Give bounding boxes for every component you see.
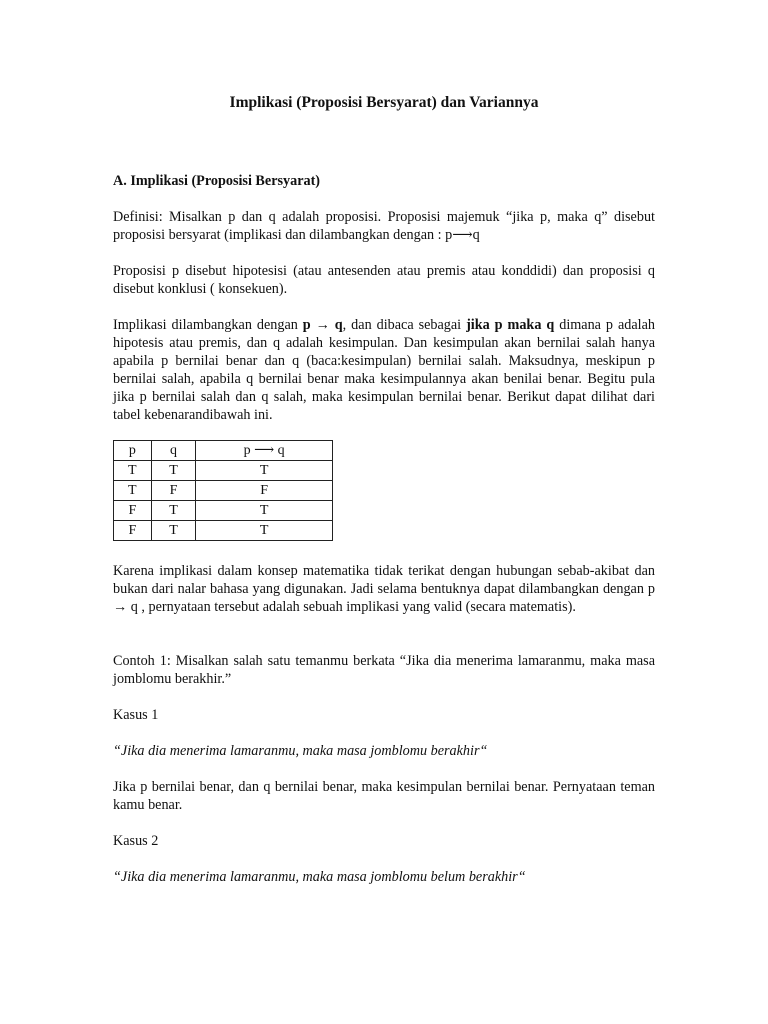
table-cell: F (114, 521, 152, 541)
definition-paragraph: Definisi: Misalkan p dan q adalah proposisi. Proposisi majemuk “jika p, maka q” disebut proposisi bersyarat (implikasi dan dilambangkan dengan : p⟶q (113, 209, 655, 243)
truth-table-header-p: p (114, 441, 152, 461)
truth-table-header-row (114, 441, 333, 461)
document-title: Implikasi (Proposisi Bersyarat) dan Variannya (229, 94, 539, 111)
implication-text-before: Implikasi dilambangkan dengan (113, 317, 303, 333)
table-row (114, 521, 333, 541)
case1-label: Kasus 1 (113, 707, 159, 723)
table-cell: F (196, 481, 333, 501)
table-row (114, 501, 333, 521)
explanation-paragraph: Karena implikasi dalam konsep matematika tidak terikat dengan hubungan sebab-akibat dan bukan dari nalar bahasa yang digunakan. Jadi selama bentuknya dapat dilambangkan dengan p → q , pernyataan tersebut adalah sebuah implikasi yang valid (secara matematis). (113, 563, 655, 615)
implication-symbol: p → q (302, 317, 343, 333)
case1-quote: “Jika dia menerima lamaranmu, maka masa jomblomu berakhir“ (113, 743, 488, 759)
implication-text-after: dimana p adalah hipotesis atau premis, dan q adalah kesimpulan. Dan kesimpulan akan bernilai salah hanya apabila p bernilai benar dan q (baca:kesimpulan) bernilai salah. Maksudnya, meskipun p bernilai salah, apabila q bernilai benar maka kesimpulannya akan benilai benar. Begitu pula jika p bernilai salah dan q salah, maka kesimpulan bernilai benar. Berikut dapat dilihat dari tabel kebenarandibawah ini. (113, 317, 655, 423)
table-cell: F (114, 501, 152, 521)
truth-table-header-implication: p ⟶ q (196, 441, 333, 461)
hypothesis-paragraph: Proposisi p disebut hipotesisi (atau antesenden atau premis atau konddidi) dan proposisi q disebut konklusi ( konsekuen). (113, 263, 655, 297)
table-cell: T (196, 501, 333, 521)
implication-reading: jika p maka q (466, 317, 555, 333)
truth-table-header-q: q (151, 441, 196, 461)
implication-paragraph (113, 316, 655, 424)
table-cell: F (151, 481, 196, 501)
case2-quote: “Jika dia menerima lamaranmu, maka masa jomblomu belum berakhir“ (113, 869, 526, 885)
implication-text-middle: , dan dibaca sebagai (342, 317, 467, 333)
table-cell: T (114, 481, 152, 501)
table-cell: T (196, 461, 333, 481)
table-cell: T (196, 521, 333, 541)
table-cell: T (151, 521, 196, 541)
table-row (114, 481, 333, 501)
table-cell: T (151, 461, 196, 481)
table-row (114, 461, 333, 481)
example-paragraph: Contoh 1: Misalkan salah satu temanmu berkata “Jika dia menerima lamaranmu, maka masa jomblomu berakhir.” (113, 653, 655, 687)
case2-label: Kasus 2 (113, 833, 159, 849)
truth-table (113, 440, 333, 541)
table-cell: T (151, 501, 196, 521)
table-cell: T (114, 461, 152, 481)
section-heading: A. Implikasi (Proposisi Bersyarat) (113, 173, 321, 189)
case1-text: Jika p bernilai benar, dan q bernilai benar, maka kesimpulan bernilai benar. Pernyataan teman kamu benar. (113, 779, 655, 813)
